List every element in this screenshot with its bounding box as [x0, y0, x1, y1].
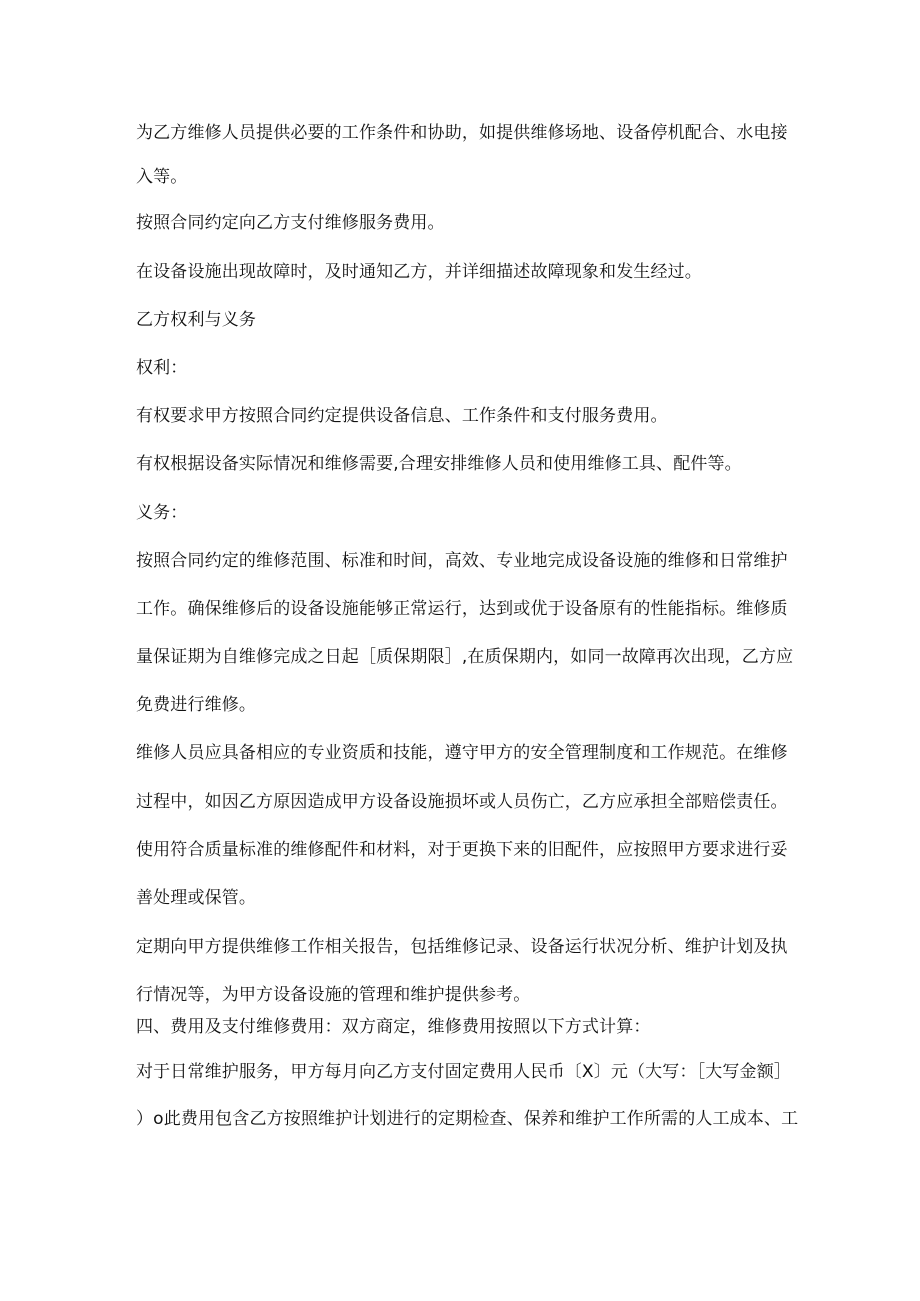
text-line: 入等。: [136, 167, 188, 187]
section-heading: 乙方权利与义务: [136, 310, 257, 330]
text-line: 使用符合质量标准的维修配件和材料，对于更换下来的旧配件，应按照甲方要求进行妥: [136, 840, 788, 860]
text-line: 按照合同约定向乙方支付维修服务费用。: [136, 213, 445, 233]
text-line: 行情况等，为甲方设备设施的管理和维护提供参考。: [136, 985, 531, 1005]
text-line: 在设备设施出现故障时，及时通知乙方，并详细描述故障现象和发生经过。: [136, 262, 702, 282]
text-line: 有权根据设备实际情况和维修需要,合理安排维修人员和使用维修工具、配件等。: [136, 454, 742, 474]
text-line: 善处理或保管。: [136, 888, 257, 908]
text-line: 为乙方维修人员提供必要的工作条件和协助，如提供维修场地、设备停机配合、水电接: [136, 123, 788, 143]
text-line: 量保证期为自维修完成之日起［质保期限］,在质保期内，如同一故障再次出现，乙方应: [136, 647, 794, 667]
text-line: 定期向甲方提供维修工作相关报告，包括维修记录、设备运行状况分析、维护计划及执: [136, 937, 788, 957]
text-line: 过程中，如因乙方原因造成甲方设备设施损坏或人员伤亡，乙方应承担全部赔偿责任。: [136, 792, 788, 812]
subheading-rights: 权利：: [136, 358, 188, 378]
text-line: ）o此费用包含乙方按照维护计划进行的定期检查、保养和维护工作所需的人工成本、工: [136, 1109, 799, 1129]
text-line: 按照合同约定的维修范围、标准和时间，高效、专业地完成设备设施的维修和日常维护: [136, 551, 788, 571]
subheading-obligations: 义务：: [136, 503, 188, 523]
section-heading-fees: 四、费用及支付维修费用：双方商定，维修费用按照以下方式计算：: [136, 1017, 651, 1037]
text-line: 工作。确保维修后的设备设施能够正常运行，达到或优于设备原有的性能指标。维修质: [136, 599, 788, 619]
text-line: 对于日常维护服务，甲方每月向乙方支付固定费用人民币〔X〕元（大写：［大写金额］: [136, 1062, 791, 1082]
text-line: 有权要求甲方按照合同约定提供设备信息、工作条件和支付服务费用。: [136, 406, 668, 426]
text-line: 免费进行维修。: [136, 695, 257, 715]
text-line: 维修人员应具备相应的专业资质和技能，遵守甲方的安全管理制度和工作规范。在维修: [136, 743, 788, 763]
